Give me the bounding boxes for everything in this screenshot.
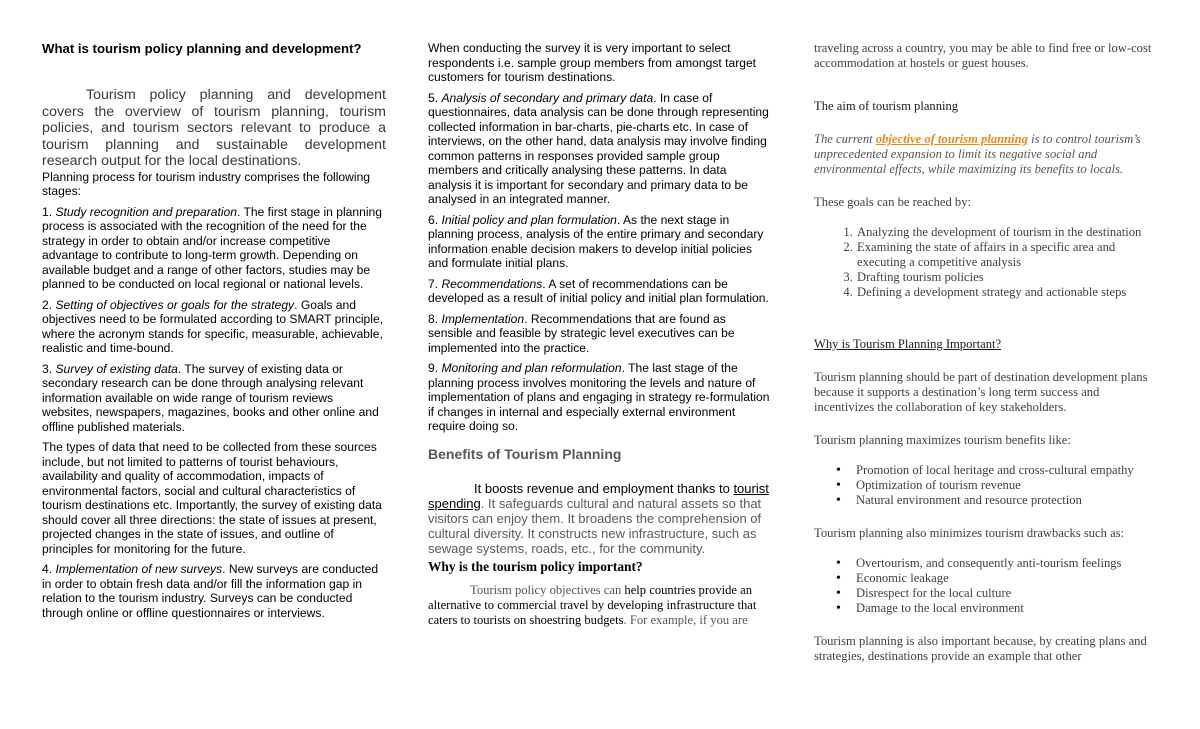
stage-title: Analysis of secondary and primary data xyxy=(441,90,654,105)
page-title: What is tourism policy planning and development? xyxy=(42,41,362,56)
stage-body: . Goals and objectives need to be formulated according to SMART principle, where the acronym stands for specific, measurable, achievable, realistic and time-bound. xyxy=(42,297,384,356)
stage-title: Initial policy and plan formulation xyxy=(441,212,617,227)
list-item: • Economic leakage xyxy=(856,571,1160,586)
why-planning-heading: Why is Tourism Planning Important? xyxy=(814,337,1002,351)
objective-paragraph xyxy=(814,132,1160,177)
stage-1 xyxy=(42,205,386,292)
final-paragraph: Tourism planning is also important because, by creating plans and strategies, destinations provide an example that other xyxy=(814,634,1147,663)
stage-8 xyxy=(428,312,772,356)
list-item: 3. Drafting tourism policies xyxy=(856,270,1160,285)
stage-title: Monitoring and plan reformulation xyxy=(441,361,622,375)
goals-intro: These goals can be reached by: xyxy=(814,195,971,209)
stage-number: 3. xyxy=(42,361,56,376)
stage-9 xyxy=(428,361,772,434)
list-item: • Natural environment and resource protection xyxy=(856,493,1160,508)
stage-number: 8. xyxy=(428,311,442,326)
list-item: • Damage to the local environment xyxy=(856,601,1160,616)
stage-body: . New surveys are conducted in order to obtain fresh data and/or fill the information gap in relation to the tourism industry. Surveys can be conducted through online or offline questionnaires or interviews. xyxy=(42,562,379,620)
stage-title: Study recognition and preparation xyxy=(55,204,237,219)
list-item: • Disrespect for the local culture xyxy=(856,586,1160,601)
stage-body: . The first stage in planning process is associated with the recognition of the need for the strategy in order to obtain and/or increase competitive advantage to contribute to long-term growth. Depending on available budget and a range of other factors, studies may be planned to be conducted on local regional or national levels. xyxy=(42,204,382,292)
survey-note: When conducting the survey it is very important to select respondents i.e. sample group members from amongst target customers for tourism destinations. xyxy=(428,41,757,84)
continued-paragraph: traveling across a country, you may be able to find free or low-cost accommodation at hostels or guest houses. xyxy=(814,41,1152,70)
policy-importance-paragraph xyxy=(428,583,772,628)
stage-body: . As the next stage in planning process, analysis of the entire primary and secondary information enable decision makers to develop initial policies and formulate initial plans. xyxy=(428,212,764,270)
column-middle xyxy=(428,41,772,628)
list-item: • Optimization of tourism revenue xyxy=(856,478,1160,493)
stage-title: Implementation of new surveys xyxy=(55,562,223,577)
why-highlight: help countries provide an alternative to commercial travel by developing infrastructure that caters to tourists on shoestring budgets xyxy=(428,582,757,627)
process-intro: Planning process for tourism industry comprises the following stages: xyxy=(42,169,371,199)
why-end: . For example, if you are xyxy=(623,612,748,627)
why-start: Tourism policy objectives can xyxy=(470,582,625,597)
stage-body: . The last stage of the planning process involves monitoring the levels and nature of implementation of plans and engaging in strategy re-formulation if changes in internal and especially external environment require doing so. xyxy=(428,361,770,433)
why-planning-paragraph: Tourism planning should be part of destination development plans because it supports a destination’s long term success and incentivizes the collaboration of key stakeholders. xyxy=(814,370,1148,414)
objective-pre: The current xyxy=(814,132,876,146)
stage-number: 7. xyxy=(428,276,442,291)
policy-importance-heading: Why is the tourism policy important? xyxy=(428,558,643,574)
stage-number: 2. xyxy=(42,297,56,312)
stage-body: . Recommendations that are found as sensible and feasible by strategic level executives can be implemented into the practice. xyxy=(428,311,735,355)
list-item: 2. Examining the state of affairs in a specific area and executing a competitive analysis xyxy=(856,240,1160,270)
stage-number: 4. xyxy=(42,562,56,577)
stage-title: Setting of objectives or goals for the strategy xyxy=(55,297,295,312)
drawbacks-list xyxy=(814,556,1160,616)
stage-body: . The survey of existing data or secondary research can be done through analysing relevant information available on wide range of tourism reviews websites, newspapers, magazines, books and other online and offline published materials. xyxy=(42,361,379,434)
benefits-paragraph xyxy=(428,481,772,557)
stage-number: 5. xyxy=(428,90,442,105)
benefit-lead: It boosts revenue and employment thanks to xyxy=(474,480,734,496)
objective-link[interactable]: objective of tourism planning xyxy=(875,132,1028,146)
stage-body: . A set of recommendations can be developed as a result of initial policy and initial plan formulation. xyxy=(428,276,769,305)
stage-2 xyxy=(42,298,386,356)
minimize-intro: Tourism planning also minimizes tourism drawbacks such as: xyxy=(814,526,1125,540)
tourist-spending-link[interactable]: tourist spending xyxy=(428,480,769,511)
stage-5 xyxy=(428,91,772,207)
column-left xyxy=(42,41,386,620)
stage-number: 6. xyxy=(428,212,442,227)
list-item: 4. Defining a development strategy and actionable steps xyxy=(856,285,1160,300)
benefits-heading: Benefits of Tourism Planning xyxy=(428,445,622,462)
list-item: • Promotion of local heritage and cross-cultural empathy xyxy=(856,463,1160,478)
objective-post: is to control tourism’s unprecedented expansion to limit its negative social and environmental effects, while maximizing its benefits to locals. xyxy=(814,132,1141,176)
stage-title: Survey of existing data xyxy=(55,361,178,376)
stage-number: 1. xyxy=(42,204,56,219)
data-types-paragraph: The types of data that need to be collected from these sources include, but not limited to patterns of tourist behaviours, availability and quality of accommodation, impacts of environmental factors, social and cultural characteristics of tourism destinations etc. Importantly, the survey of existing data should cover all three directions: the state of issues at present, projected changes in the state of issues, and outline of principles for monitoring for the future. xyxy=(42,440,382,556)
intro-paragraph: Tourism policy planning and development covers the overview of tourism planning, tourism policies, and tourism sectors relevant to produce a tourism planning and sustainable development research output for the local destinations. xyxy=(42,87,386,170)
stage-3 xyxy=(42,362,386,435)
stage-4 xyxy=(42,562,386,620)
list-item: 1. Analyzing the development of tourism in the destination xyxy=(856,225,1160,240)
stage-title: Recommendations xyxy=(441,276,543,291)
stage-body: . In case of questionnaires, data analysis can be done through representing collected information in bar-charts, pie-charts etc. In case of interviews, on the other hand, data analysis may involve finding common patterns in responses provided sample group members and critically analysing these patterns. In data analysis it is important for secondary and primary data to be analysed in an integrated manner. xyxy=(428,90,769,206)
stage-6 xyxy=(428,213,772,271)
aim-heading: The aim of tourism planning xyxy=(814,99,959,113)
list-item: • Overtourism, and consequently anti-tourism feelings xyxy=(856,556,1160,571)
stage-7 xyxy=(428,277,772,306)
goals-list xyxy=(814,225,1160,300)
column-right xyxy=(814,41,1160,664)
stage-title: Implementation xyxy=(441,311,525,326)
maximize-intro: Tourism planning maximizes tourism benefits like: xyxy=(814,433,1071,447)
benefit-rest: . It safeguards cultural and natural assets so that visitors can enjoy them. It broadens the comprehension of cultural diversity. It constructs new infrastructure, such as sewage systems, roads, etc., for the community. xyxy=(428,495,762,557)
stage-number: 9. xyxy=(428,361,442,375)
benefits-list xyxy=(814,463,1160,508)
